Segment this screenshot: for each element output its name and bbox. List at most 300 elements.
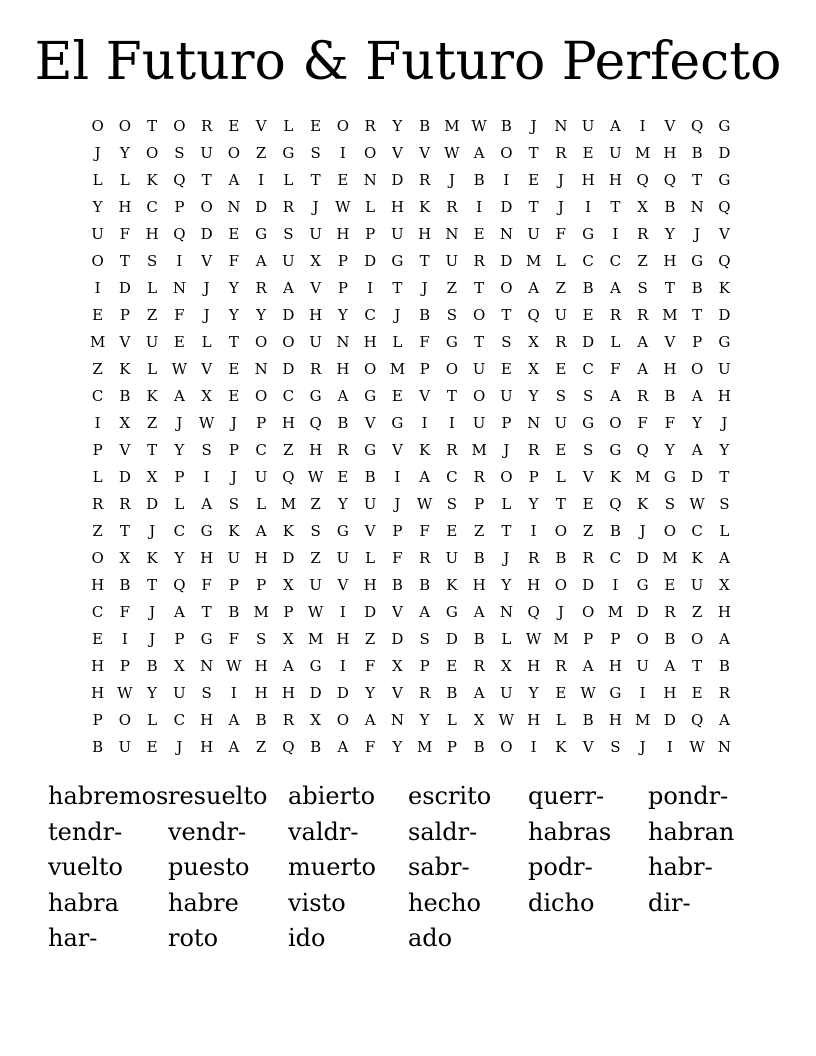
grid-letter: O bbox=[282, 333, 295, 351]
grid-letter: R bbox=[473, 252, 485, 270]
grid-letter: O bbox=[118, 711, 132, 729]
grid-letter: H bbox=[336, 360, 350, 378]
grid-letter: J bbox=[203, 279, 210, 297]
grid-row bbox=[84, 707, 738, 734]
grid-letter: J bbox=[448, 171, 455, 189]
grid-letter: C bbox=[173, 711, 186, 729]
grid-letter: J bbox=[503, 441, 510, 459]
grid-letter: X bbox=[637, 198, 648, 216]
grid-letter: G bbox=[364, 441, 377, 459]
grid-letter: N bbox=[363, 171, 377, 189]
grid-letter: N bbox=[445, 225, 459, 243]
grid-letter: J bbox=[639, 522, 646, 540]
grid-letter: O bbox=[500, 468, 513, 486]
grid-letter: H bbox=[663, 144, 677, 162]
grid-letter: O bbox=[472, 387, 486, 405]
grid-letter: I bbox=[121, 630, 128, 648]
grid-letter: X bbox=[146, 468, 158, 486]
grid-letter: U bbox=[445, 252, 459, 270]
grid-letter: N bbox=[200, 657, 214, 675]
grid-letter: L bbox=[283, 171, 294, 189]
grid-letter: U bbox=[200, 144, 213, 162]
grid-letter: B bbox=[473, 738, 485, 756]
grid-letter: X bbox=[719, 576, 730, 594]
grid-letter: P bbox=[474, 495, 485, 513]
grid-letter: R bbox=[664, 603, 676, 621]
grid-letter: V bbox=[391, 684, 403, 702]
grid-letter: B bbox=[337, 414, 349, 432]
grid-letter: I bbox=[94, 279, 101, 297]
grid-row bbox=[84, 356, 738, 383]
grid-letter: T bbox=[555, 495, 566, 513]
grid-letter: Y bbox=[174, 441, 185, 459]
grid-letter: J bbox=[394, 306, 401, 324]
grid-letter: U bbox=[227, 549, 241, 567]
grid-letter: Z bbox=[582, 522, 594, 540]
grid-letter: D bbox=[282, 306, 295, 324]
word-list-item: har- bbox=[48, 924, 98, 952]
grid-letter: V bbox=[364, 414, 376, 432]
grid-letter: C bbox=[146, 198, 158, 216]
grid-letter: O bbox=[363, 144, 377, 162]
grid-letter: B bbox=[419, 576, 431, 594]
grid-letter: T bbox=[719, 468, 730, 486]
grid-letter: J bbox=[312, 198, 319, 216]
grid-letter: S bbox=[310, 144, 321, 162]
grid-letter: Q bbox=[663, 171, 677, 189]
grid-letter: Z bbox=[446, 279, 458, 297]
grid-letter: E bbox=[228, 225, 240, 243]
grid-letter: D bbox=[691, 468, 704, 486]
grid-letter: S bbox=[501, 333, 512, 351]
grid-letter: L bbox=[610, 333, 621, 351]
grid-letter: Y bbox=[528, 387, 539, 405]
grid-letter: Q bbox=[718, 198, 731, 216]
grid-letter: Y bbox=[92, 198, 103, 216]
grid-letter: L bbox=[501, 630, 512, 648]
grid-letter: I bbox=[339, 603, 346, 621]
grid-letter: U bbox=[609, 144, 622, 162]
grid-letter: T bbox=[201, 603, 212, 621]
grid-letter: A bbox=[255, 522, 267, 540]
grid-letter: Y bbox=[419, 711, 430, 729]
grid-letter: B bbox=[664, 630, 676, 648]
grid-letter: Z bbox=[283, 441, 294, 459]
grid-row bbox=[84, 140, 738, 167]
grid-letter: S bbox=[255, 630, 267, 648]
grid-letter: O bbox=[91, 117, 104, 135]
grid-letter: A bbox=[637, 333, 649, 351]
grid-letter: V bbox=[664, 333, 676, 351]
grid-letter: R bbox=[636, 387, 649, 405]
grid-letter: P bbox=[228, 441, 239, 459]
grid-letter: P bbox=[92, 441, 103, 459]
grid-letter: W bbox=[580, 684, 596, 702]
grid-letter: B bbox=[555, 549, 567, 567]
grid-letter: H bbox=[527, 711, 541, 729]
word-list-item: habr- bbox=[648, 853, 713, 881]
grid-letter: X bbox=[119, 414, 131, 432]
grid-letter: E bbox=[310, 117, 322, 135]
grid-letter: A bbox=[473, 144, 485, 162]
grid-letter: Q bbox=[309, 414, 322, 432]
grid-letter: H bbox=[336, 630, 350, 648]
grid-letter: P bbox=[174, 198, 185, 216]
grid-letter: B bbox=[473, 171, 485, 189]
grid-letter: T bbox=[119, 522, 130, 540]
grid-letter: Z bbox=[555, 279, 567, 297]
grid-letter: N bbox=[690, 198, 704, 216]
grid-letter: K bbox=[146, 549, 158, 567]
grid-letter: O bbox=[200, 198, 213, 216]
grid-letter: R bbox=[609, 306, 622, 324]
grid-letter: D bbox=[364, 252, 377, 270]
grid-letter: S bbox=[555, 387, 567, 405]
grid-letter: B bbox=[119, 387, 131, 405]
grid-letter: E bbox=[92, 306, 104, 324]
grid-letter: H bbox=[608, 657, 622, 675]
grid-letter: O bbox=[609, 414, 622, 432]
grid-letter: V bbox=[310, 279, 322, 297]
grid-letter: C bbox=[91, 387, 104, 405]
grid-letter: A bbox=[609, 117, 621, 135]
word-list-item: habre bbox=[168, 888, 239, 917]
grid-letter: E bbox=[555, 360, 567, 378]
grid-letter: A bbox=[173, 387, 185, 405]
grid-letter: J bbox=[639, 738, 646, 756]
word-list-item: saldr- bbox=[408, 817, 478, 846]
grid-letter: E bbox=[582, 144, 594, 162]
grid-letter: E bbox=[555, 684, 567, 702]
grid-letter: G bbox=[282, 144, 295, 162]
word-list-item: roto bbox=[168, 924, 219, 952]
grid-letter: D bbox=[282, 360, 295, 378]
grid-letter: E bbox=[228, 387, 240, 405]
grid-letter: C bbox=[282, 387, 295, 405]
grid-letter: P bbox=[692, 333, 703, 351]
grid-letter: S bbox=[664, 495, 676, 513]
grid-letter: Q bbox=[636, 441, 649, 459]
grid-letter: V bbox=[582, 468, 594, 486]
grid-letter: K bbox=[609, 468, 621, 486]
grid-letter: F bbox=[119, 225, 131, 243]
grid-letter: E bbox=[582, 495, 594, 513]
grid-letter: R bbox=[636, 225, 649, 243]
grid-letter: O bbox=[554, 522, 568, 540]
grid-row bbox=[84, 680, 738, 707]
grid-letter: D bbox=[146, 495, 159, 513]
grid-letter: M bbox=[553, 630, 569, 648]
grid-letter: C bbox=[582, 360, 594, 378]
grid-letter: I bbox=[176, 252, 183, 270]
grid-letter: N bbox=[499, 603, 513, 621]
grid-letter: A bbox=[228, 171, 240, 189]
grid-letter: V bbox=[664, 117, 676, 135]
grid-letter: Z bbox=[691, 603, 703, 621]
grid-letter: G bbox=[200, 522, 213, 540]
grid-letter: F bbox=[174, 306, 185, 324]
grid-letter: J bbox=[694, 225, 701, 243]
grid-letter: S bbox=[283, 225, 294, 243]
grid-letter: E bbox=[337, 468, 349, 486]
grid-letter: O bbox=[227, 144, 241, 162]
grid-letter: H bbox=[145, 225, 159, 243]
grid-letter: O bbox=[690, 630, 704, 648]
grid-letter: O bbox=[500, 144, 513, 162]
grid-letter: X bbox=[174, 657, 185, 675]
grid-letter: Q bbox=[636, 171, 649, 189]
grid-letter: B bbox=[92, 738, 104, 756]
grid-letter: R bbox=[555, 333, 567, 351]
grid-letter: D bbox=[391, 630, 404, 648]
grid-letter: F bbox=[392, 549, 403, 567]
grid-letter: L bbox=[201, 333, 212, 351]
grid-letter: V bbox=[201, 360, 213, 378]
grid-letter: L bbox=[555, 711, 566, 729]
grid-letter: B bbox=[473, 630, 485, 648]
grid-letter: E bbox=[446, 522, 458, 540]
grid-letter: J bbox=[721, 414, 728, 432]
grid-letter: T bbox=[147, 117, 158, 135]
grid-letter: U bbox=[91, 225, 104, 243]
grid-letter: T bbox=[692, 171, 703, 189]
grid-letter: E bbox=[473, 225, 485, 243]
grid-letter: H bbox=[717, 603, 731, 621]
grid-letter: J bbox=[94, 144, 101, 162]
word-list-item: vuelto bbox=[48, 853, 123, 881]
grid-letter: A bbox=[282, 657, 294, 675]
grid-letter: R bbox=[309, 360, 322, 378]
grid-letter: M bbox=[525, 252, 542, 270]
grid-letter: I bbox=[503, 171, 510, 189]
grid-letter: E bbox=[582, 306, 594, 324]
grid-row bbox=[84, 572, 738, 599]
grid-letter: B bbox=[664, 387, 676, 405]
grid-letter: A bbox=[582, 657, 594, 675]
grid-letter: H bbox=[91, 657, 105, 675]
grid-letter: R bbox=[527, 441, 540, 459]
grid-letter: H bbox=[336, 225, 350, 243]
grid-letter: V bbox=[255, 117, 267, 135]
grid-letter: L bbox=[256, 495, 267, 513]
grid-letter: I bbox=[639, 117, 646, 135]
grid-letter: B bbox=[691, 279, 703, 297]
grid-letter: V bbox=[201, 252, 213, 270]
grid-letter: Y bbox=[719, 441, 730, 459]
grid-letter: T bbox=[119, 252, 130, 270]
grid-letter: J bbox=[503, 549, 510, 567]
grid-letter: V bbox=[391, 144, 403, 162]
grid-letter: U bbox=[527, 225, 540, 243]
grid-letter: M bbox=[634, 144, 651, 162]
grid-letter: Q bbox=[282, 468, 295, 486]
grid-letter: U bbox=[472, 360, 486, 378]
grid-letter: B bbox=[691, 144, 703, 162]
grid-letter: P bbox=[337, 252, 348, 270]
grid-letter: V bbox=[337, 576, 349, 594]
grid-letter: G bbox=[582, 414, 595, 432]
grid-letter: B bbox=[364, 468, 376, 486]
grid-letter: A bbox=[637, 360, 649, 378]
grid-letter: C bbox=[364, 306, 376, 324]
grid-letter: A bbox=[337, 738, 349, 756]
grid-letter: J bbox=[230, 414, 237, 432]
grid-letter: F bbox=[119, 603, 131, 621]
grid-letter: C bbox=[609, 252, 622, 270]
grid-letter: F bbox=[364, 738, 376, 756]
grid-letter: N bbox=[336, 333, 350, 351]
grid-letter: Y bbox=[501, 576, 512, 594]
grid-letter: C bbox=[173, 522, 186, 540]
grid-letter: O bbox=[500, 738, 513, 756]
grid-letter: G bbox=[445, 333, 458, 351]
grid-letter: Z bbox=[473, 522, 485, 540]
grid-letter: P bbox=[501, 414, 512, 432]
grid-letter: J bbox=[557, 603, 564, 621]
grid-letter: P bbox=[174, 468, 185, 486]
grid-letter: R bbox=[418, 549, 431, 567]
grid-letter: J bbox=[230, 468, 237, 486]
grid-letter: I bbox=[230, 684, 237, 702]
grid-letter: K bbox=[282, 522, 294, 540]
grid-letter: A bbox=[419, 468, 431, 486]
grid-letter: C bbox=[446, 468, 458, 486]
grid-letter: T bbox=[310, 171, 321, 189]
grid-letter: V bbox=[582, 738, 594, 756]
grid-letter: M bbox=[471, 441, 487, 459]
grid-letter: X bbox=[283, 630, 294, 648]
grid-letter: C bbox=[609, 549, 622, 567]
grid-letter: K bbox=[419, 441, 431, 459]
grid-letter: D bbox=[282, 549, 295, 567]
grid-letter: X bbox=[528, 333, 539, 351]
word-row bbox=[48, 850, 768, 886]
grid-letter: Y bbox=[337, 495, 348, 513]
grid-letter: M bbox=[662, 549, 678, 567]
grid-letter: G bbox=[609, 441, 622, 459]
grid-letter: S bbox=[228, 495, 240, 513]
grid-letter: N bbox=[254, 360, 268, 378]
grid-letter: D bbox=[255, 198, 268, 216]
grid-letter: H bbox=[200, 549, 214, 567]
grid-letter: I bbox=[448, 414, 455, 432]
grid-letter: H bbox=[363, 333, 377, 351]
grid-letter: H bbox=[254, 549, 268, 567]
grid-letter: W bbox=[498, 711, 515, 729]
grid-letter: J bbox=[176, 738, 183, 756]
grid-letter: J bbox=[557, 171, 564, 189]
grid-letter: O bbox=[336, 117, 350, 135]
grid-letter: M bbox=[253, 603, 269, 621]
grid-letter: K bbox=[691, 549, 703, 567]
grid-letter: B bbox=[419, 306, 431, 324]
grid-letter: K bbox=[146, 171, 158, 189]
grid-letter: R bbox=[282, 198, 295, 216]
grid-letter: F bbox=[610, 360, 621, 378]
grid-letter: G bbox=[309, 387, 322, 405]
grid-letter: I bbox=[530, 522, 537, 540]
word-list-item: sabr- bbox=[408, 853, 470, 881]
grid-letter: N bbox=[527, 414, 541, 432]
grid-letter: S bbox=[582, 441, 594, 459]
grid-letter: F bbox=[419, 522, 430, 540]
grid-letter: T bbox=[664, 279, 675, 297]
grid-row bbox=[84, 464, 738, 491]
grid-letter: R bbox=[418, 171, 431, 189]
word-list-item: tendr- bbox=[48, 817, 123, 846]
grid-row bbox=[84, 491, 738, 518]
grid-letter: E bbox=[691, 684, 703, 702]
grid-letter: L bbox=[119, 171, 130, 189]
grid-letter: B bbox=[609, 522, 621, 540]
grid-letter: X bbox=[392, 657, 403, 675]
grid-letter: X bbox=[119, 549, 131, 567]
grid-letter: C bbox=[91, 603, 104, 621]
grid-letter: E bbox=[337, 171, 349, 189]
word-list-item: pondr- bbox=[648, 782, 729, 810]
grid-letter: H bbox=[663, 252, 677, 270]
grid-letter: W bbox=[171, 360, 188, 378]
grid-letter: J bbox=[394, 495, 401, 513]
grid-letter: Y bbox=[392, 117, 403, 135]
grid-letter: Q bbox=[173, 171, 186, 189]
grid-letter: S bbox=[174, 144, 185, 162]
grid-letter: H bbox=[390, 198, 404, 216]
grid-letter: F bbox=[201, 576, 212, 594]
word-row bbox=[48, 886, 768, 922]
grid-letter: J bbox=[176, 414, 183, 432]
page-title: El Futuro & Futuro Perfecto bbox=[34, 32, 782, 92]
grid-letter: A bbox=[473, 684, 485, 702]
grid-letter: D bbox=[582, 576, 595, 594]
grid-letter: O bbox=[445, 360, 459, 378]
grid-letter: U bbox=[336, 549, 350, 567]
grid-letter: A bbox=[718, 711, 730, 729]
grid-letter: O bbox=[91, 252, 104, 270]
grid-letter: D bbox=[636, 603, 649, 621]
grid-letter: V bbox=[391, 441, 403, 459]
grid-letter: W bbox=[444, 144, 460, 162]
grid-letter: M bbox=[416, 738, 433, 756]
grid-letter: P bbox=[610, 630, 621, 648]
grid-letter: K bbox=[446, 576, 458, 594]
grid-letter: K bbox=[555, 738, 567, 756]
grid-letter: C bbox=[255, 441, 267, 459]
grid-letter: U bbox=[500, 684, 513, 702]
grid-letter: U bbox=[309, 225, 322, 243]
grid-row bbox=[84, 734, 738, 761]
grid-letter: V bbox=[119, 333, 131, 351]
grid-letter: G bbox=[391, 252, 404, 270]
grid-letter: H bbox=[281, 684, 295, 702]
grid-letter: N bbox=[499, 225, 513, 243]
grid-letter: O bbox=[173, 117, 186, 135]
grid-letter: J bbox=[530, 117, 537, 135]
grid-letter: R bbox=[446, 441, 458, 459]
grid-letter: G bbox=[309, 657, 322, 675]
grid-letter: M bbox=[89, 333, 106, 351]
grid-letter: Q bbox=[690, 117, 704, 135]
grid-letter: H bbox=[91, 576, 105, 594]
grid-letter: E bbox=[228, 360, 240, 378]
grid-letter: U bbox=[282, 252, 295, 270]
grid-letter: T bbox=[228, 333, 239, 351]
grid-letter: O bbox=[554, 576, 568, 594]
grid-letter: T bbox=[474, 333, 485, 351]
word-list-item: habremos bbox=[48, 782, 169, 810]
grid-letter: D bbox=[391, 171, 404, 189]
word-list-item: puesto bbox=[168, 853, 250, 881]
